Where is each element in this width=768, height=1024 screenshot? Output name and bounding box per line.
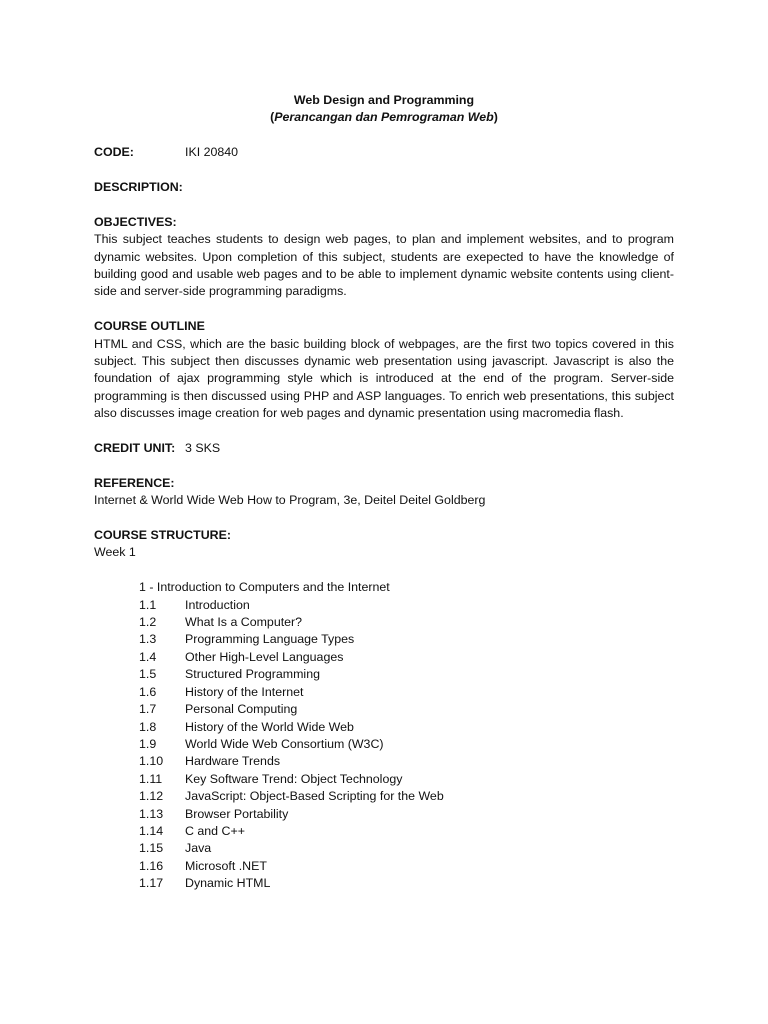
toc-title: History of the Internet — [185, 684, 304, 699]
toc-row — [139, 649, 674, 666]
reference-label: REFERENCE: — [94, 475, 175, 490]
toc-number: 1.4 — [139, 649, 157, 664]
code-row — [94, 144, 674, 161]
toc-row — [139, 788, 674, 805]
toc-title: Structured Programming — [185, 667, 320, 682]
objectives-text: This subject teaches students to design web pages, to plan and implement websites, and to program dynamic websites. Upon completion of this subject, students are exepected to have the knowledge of building good and usable web pages and to be able to implement dynamic website contents using client-side and server-side programming paradigms. — [94, 232, 674, 299]
subtitle-open-paren: ( — [270, 110, 275, 125]
credit-label: CREDIT UNIT: — [94, 441, 176, 456]
toc-number: 1.11 — [139, 771, 163, 786]
chapter-heading: 1 - Introduction to Computers and the Internet — [139, 580, 390, 595]
toc-number: 1.6 — [139, 684, 157, 699]
document-title: Web Design and Programming — [293, 93, 475, 107]
toc-title: Key Software Trend: Object Technology — [185, 771, 403, 786]
toc-number: 1.1 — [139, 597, 157, 612]
toc-number: 1.7 — [139, 702, 157, 717]
subtitle-close-paren: ) — [493, 110, 498, 125]
toc-title: Microsoft .NET — [185, 858, 267, 873]
toc-row — [139, 771, 674, 788]
toc-title: Other High-Level Languages — [185, 649, 344, 664]
toc-row — [139, 614, 674, 631]
toc-number: 1.13 — [139, 806, 164, 821]
toc-row — [139, 753, 674, 770]
toc-title: History of the World Wide Web — [185, 719, 354, 734]
toc-title: Introduction — [185, 597, 250, 612]
toc-row — [139, 806, 674, 823]
course-structure-label: COURSE STRUCTURE: — [94, 528, 231, 543]
credit-value: 3 SKS — [185, 441, 221, 456]
toc-title: What Is a Computer? — [185, 615, 303, 630]
toc-row — [139, 719, 674, 736]
toc-title: JavaScript: Object-Based Scripting for the Web — [185, 789, 444, 804]
toc-title: Browser Portability — [185, 806, 289, 821]
toc-row — [139, 875, 674, 892]
toc-title: Programming Language Types — [185, 632, 355, 647]
document-subtitle — [94, 109, 674, 126]
table-of-contents — [94, 597, 674, 893]
course-outline-text: HTML and CSS, which are the basic building block of webpages, are the first two topics covered in this subject. This subject then discusses dynamic web presentation using javascript. Javascript is also the foundation of ajax programming style which is introduced at the end of the program. Server-side programming is then discussed using PHP and ASP languages. To enrich web presentations, this subject also discusses image creation for web pages and dynamic presentation using macromedia flash. — [94, 336, 674, 421]
toc-number: 1.16 — [139, 858, 164, 873]
toc-row — [139, 823, 674, 840]
toc-row — [139, 858, 674, 875]
reference-text: Internet & World Wide Web How to Program, 3e, Deitel Deitel Goldberg — [94, 493, 486, 508]
toc-row — [139, 736, 674, 753]
toc-number: 1.10 — [139, 754, 164, 769]
toc-number: 1.3 — [139, 632, 157, 647]
toc-row — [139, 684, 674, 701]
toc-title: C and C++ — [185, 823, 245, 838]
toc-title: Dynamic HTML — [185, 876, 271, 891]
toc-row — [139, 840, 674, 857]
toc-number: 1.12 — [139, 789, 164, 804]
code-label: CODE: — [94, 145, 134, 160]
subtitle-italic-text: Perancangan dan Pemrograman Web — [274, 110, 494, 125]
objectives-label: OBJECTIVES: — [94, 214, 177, 229]
toc-number: 1.8 — [139, 719, 157, 734]
toc-row — [139, 597, 674, 614]
description-label: DESCRIPTION: — [94, 180, 183, 194]
toc-number: 1.2 — [139, 615, 157, 630]
toc-title: Personal Computing — [185, 702, 298, 717]
week-label: Week 1 — [94, 545, 136, 560]
toc-title: World Wide Web Consortium (W3C) — [185, 736, 384, 751]
toc-row — [139, 631, 674, 648]
toc-row — [139, 666, 674, 683]
toc-row — [139, 701, 674, 718]
credit-row — [94, 440, 674, 457]
toc-title: Hardware Trends — [185, 754, 281, 769]
toc-number: 1.15 — [139, 841, 164, 856]
toc-number: 1.9 — [139, 736, 157, 751]
course-outline-label: COURSE OUTLINE — [94, 319, 205, 334]
code-value: IKI 20840 — [185, 145, 239, 160]
document-content — [94, 92, 674, 893]
toc-number: 1.5 — [139, 667, 157, 682]
toc-number: 1.14 — [139, 823, 164, 838]
toc-title: Java — [185, 841, 212, 856]
toc-number: 1.17 — [139, 876, 164, 891]
